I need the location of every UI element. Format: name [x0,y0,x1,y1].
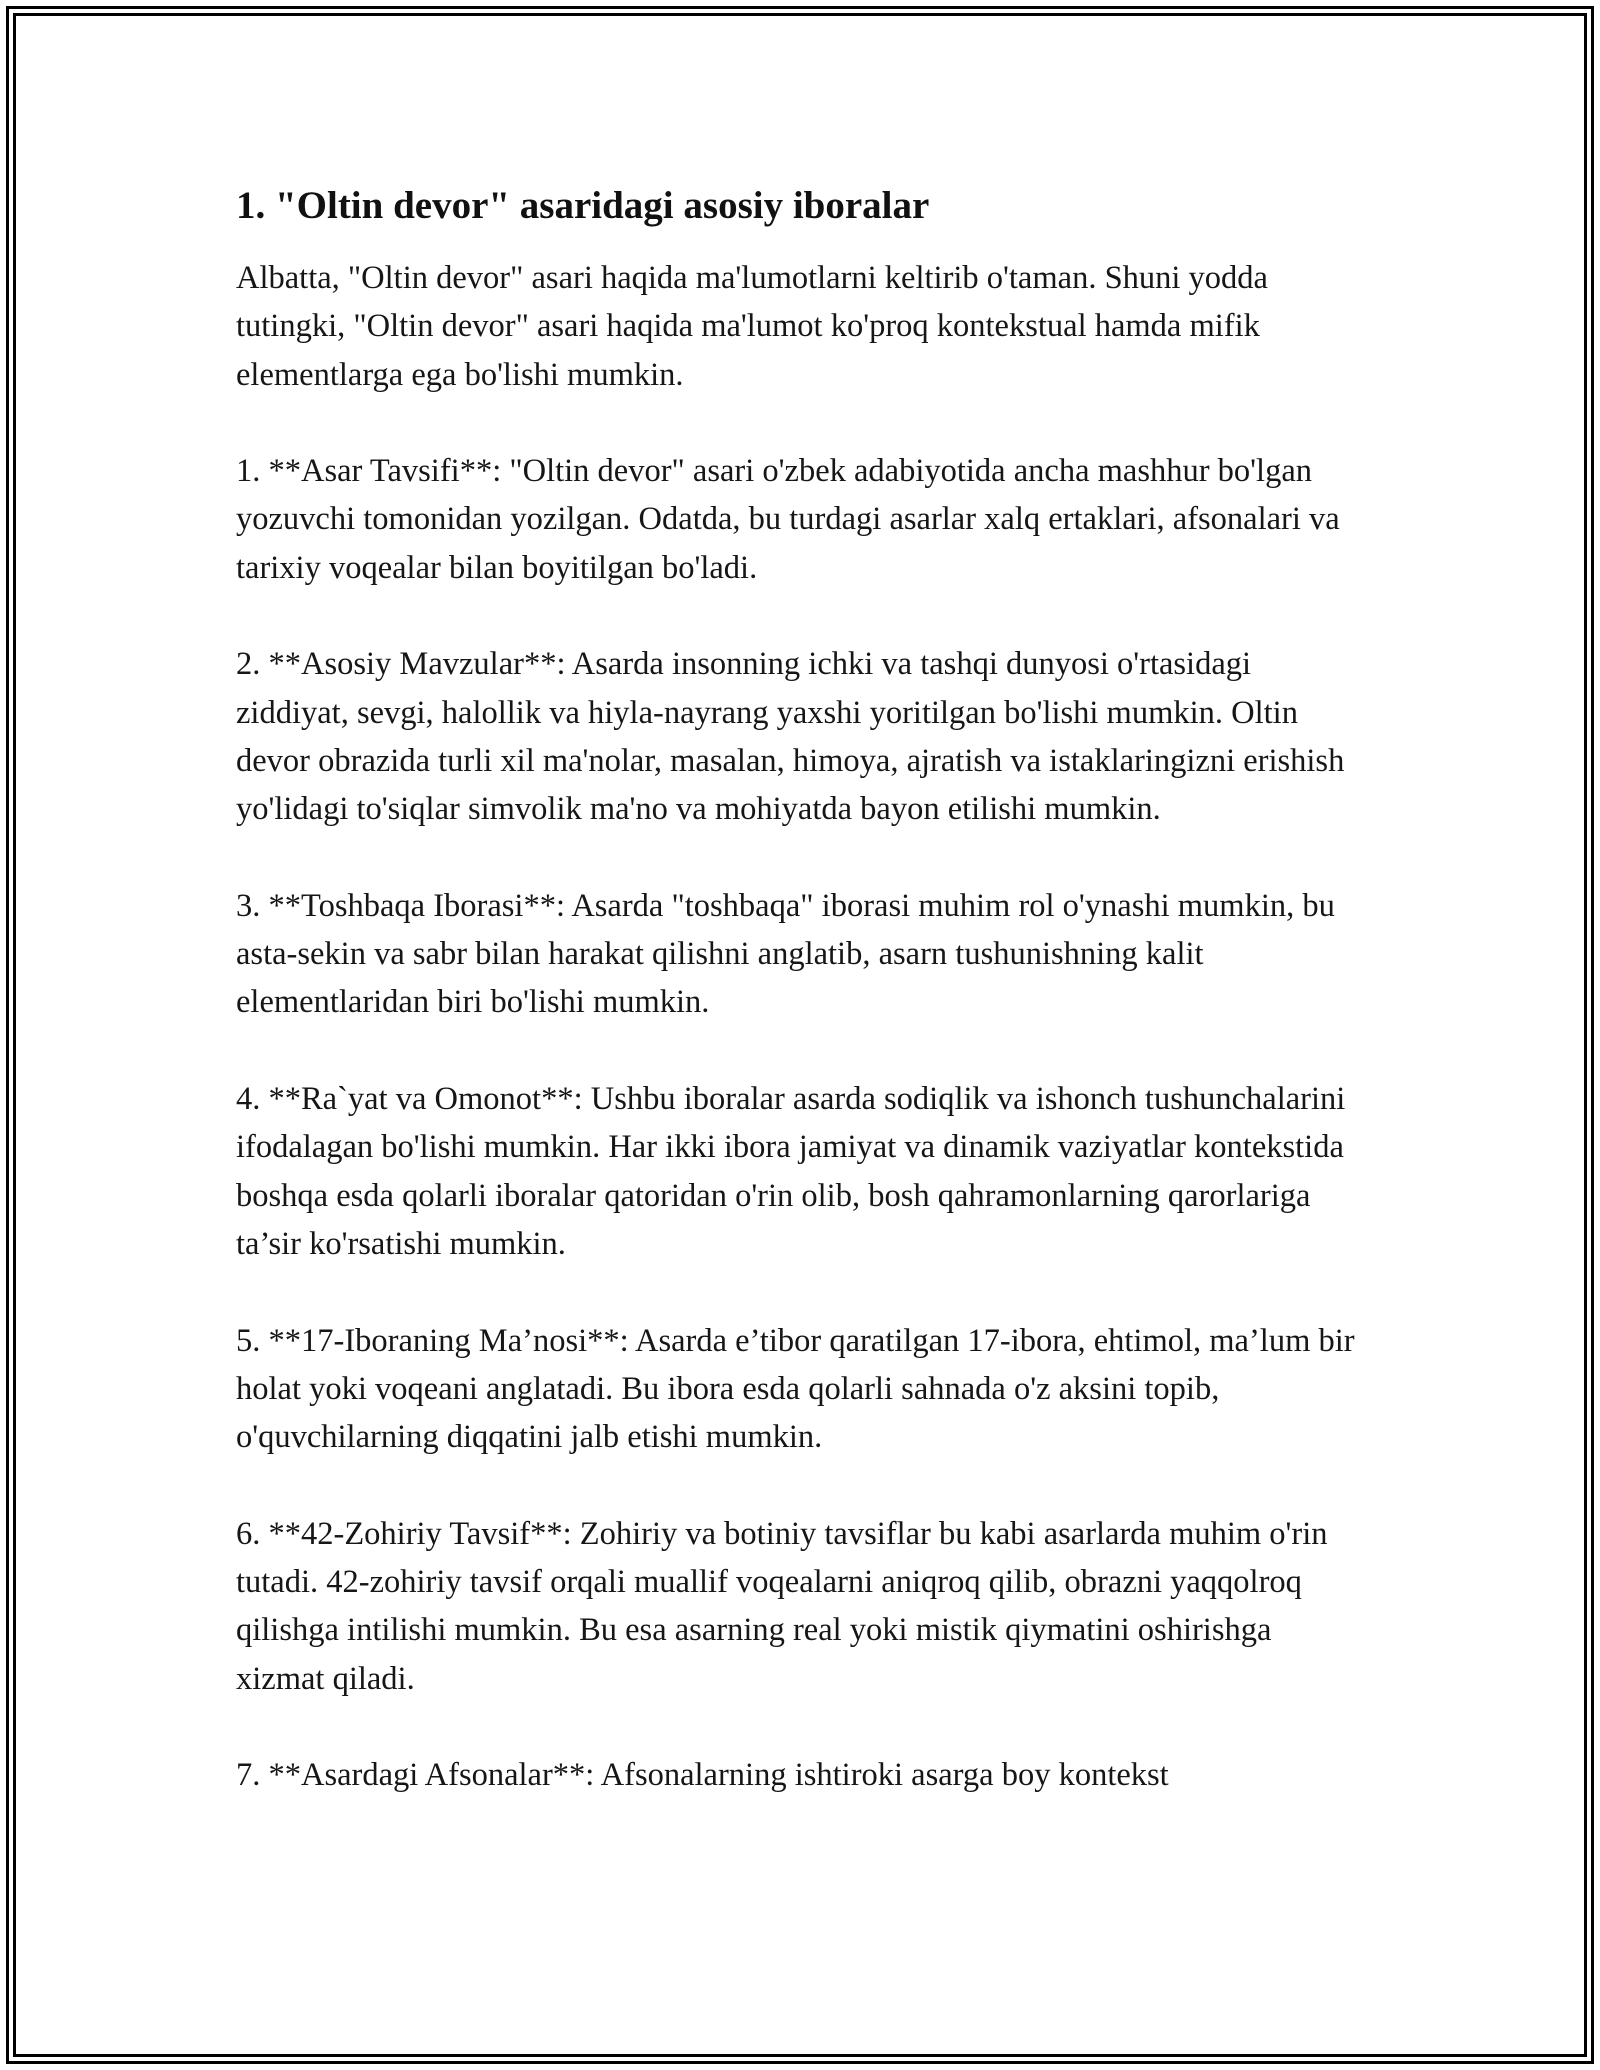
document-heading: 1. "Oltin devor" asaridagi asosiy iboralar [236,184,930,227]
intro-paragraph: Albatta, "Oltin devor" asari haqida ma'lumotlarni keltirib o'taman. Shuni yodda tutingki, "Oltin devor" asari haqida ma'lumot ko'proq kontekstual hamda mifik elementlarga ega bo'lishi mumkin. [236,260,1268,393]
list-item-asardagi-afsonalar: 7. **Asardagi Afsonalar**: Afsonalarning ishtiroki asarga boy kontekst [236,1757,1169,1794]
list-item-asar-tavsifi: 1. **Asar Tavsifi**: "Oltin devor" asari o'zbek adabiyotida ancha mashhur bo'lgan yozuvchi tomonidan yozilgan. Odatda, bu turdagi asarlar xalq ertaklari, afsonalari va tarixiy voqealar bilan boyitilgan bo'ladi. [236,453,1340,586]
list-item-asosiy-mavzular: 2. **Asosiy Mavzular**: Asarda insonning ichki va tashqi dunyosi o'rtasidagi ziddiyat, sevgi, halollik va hiyla-nayrang yaxshi yoritilgan bo'lishi mumkin. Oltin devor obrazida turli xil ma'nolar, masalan, himoya, ajratish va istaklaringizni erishish yo'lidagi to'siqlar simvolik ma'no va mohiyatda bayon etilishi mumkin. [236,646,1345,828]
list-item-17-iboraning-manosi: 5. **17-Iboraning Ma’nosi**: Asarda e’tibor qaratilgan 17-ibora, ehtimol, ma’lum bir holat yoki voqeani anglatadi. Bu ibora esda qolarli sahnada o'z aksini topib, o'quvchilarning diqqatini jalb etishi mumkin. [236,1322,1355,1456]
list-item-toshbaqa-iborasi: 3. **Toshbaqa Iborasi**: Asarda "toshbaqa" iborasi muhim rol o'ynashi mumkin, bu asta-sekin va sabr bilan harakat qilishni anglatib, asarn tushunishning kalit elementlaridan biri bo'lishi mumkin. [236,887,1335,1021]
document-body [236,182,1366,1848]
list-item-rayat-va-omonot: 4. **Ra`yat va Omonot**: Ushbu iboralar asarda sodiqlik va ishonch tushunchalarini ifodalagan bo'lishi mumkin. Har ikki ibora jamiyat va dinamik vaziyatlar kontekstida boshqa esda qolarli iboralar qatoridan o'rin olib, bosh qahramonlarning qarorlariga ta’sir ko'rsatishi mumkin. [236,1081,1346,1262]
list-item-42-zohiriy-tavsif: 6. **42-Zohiriy Tavsif**: Zohiriy va botiniy tavsiflar bu kabi asarlarda muhim o'rin tutadi. 42-zohiriy tavsif orqali muallif voqealarni aniqroq qilib, obrazni yaqqolroq qilishga intilishi mumkin. Bu esa asarning real yoki mistik qiymatini oshirishga xizmat qiladi. [236,1515,1328,1697]
